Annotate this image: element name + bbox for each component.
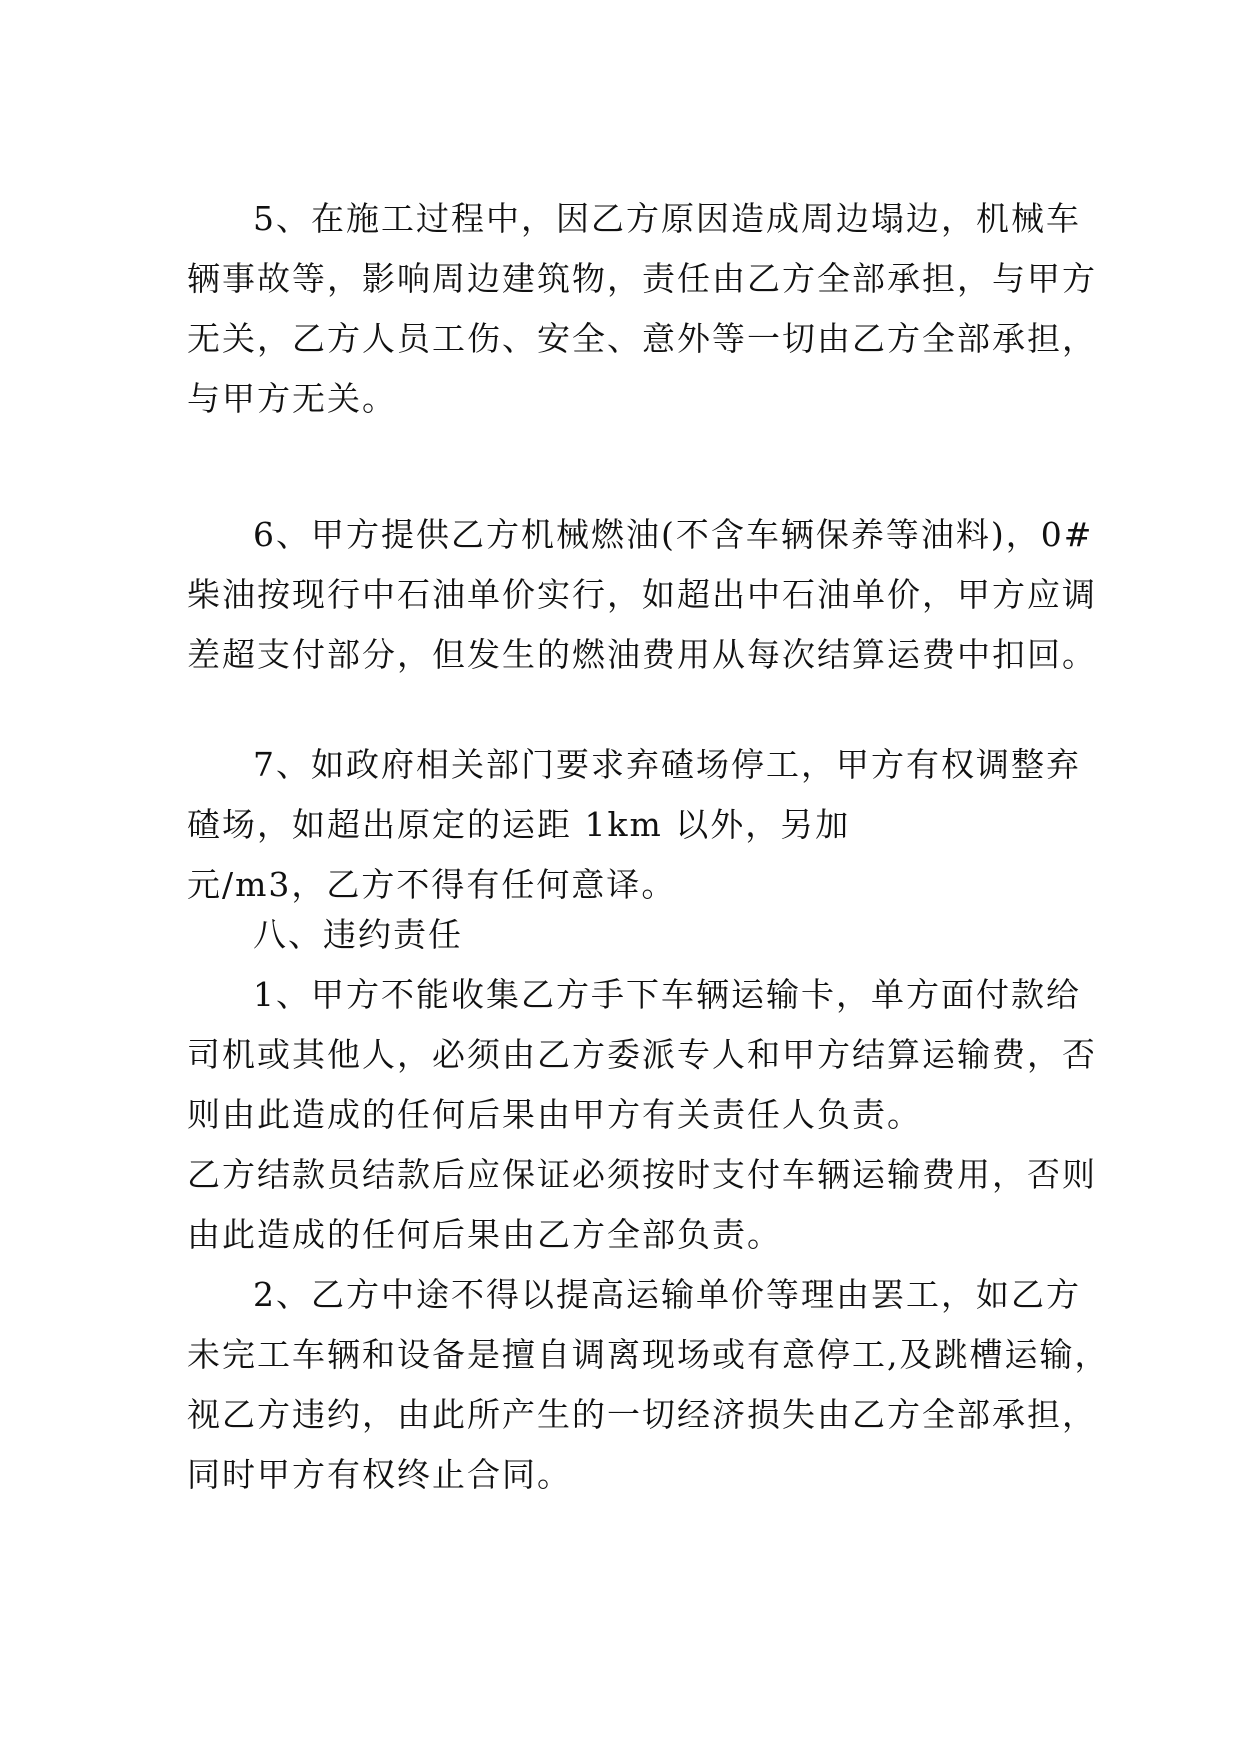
clause-5-line-1: 5、在施工过程中，因乙方原因造成周边塌边，机械车 xyxy=(253,199,1081,238)
clause-7-line-3: 元/m3，乙方不得有任何意译。 xyxy=(187,865,677,904)
section-8-clause-2-line-3: 视乙方违约，由此所产生的一切经济损失由乙方全部承担， xyxy=(187,1395,1097,1434)
section-8-clause-1-line-5: 由此造成的任何后果由乙方全部负责。 xyxy=(187,1215,782,1254)
clause-6 xyxy=(187,505,1097,685)
section-8-clause-2-line-4: 同时甲方有权终止合同。 xyxy=(187,1455,572,1494)
clause-6-line-3: 差超支付部分，但发生的燃油费用从每次结算运费中扣回。 xyxy=(187,635,1097,674)
section-8-clause-1-line-1: 1、甲方不能收集乙方手下车辆运输卡，单方面付款给 xyxy=(253,975,1081,1014)
section-8-clause-1-line-2: 司机或其他人，必须由乙方委派专人和甲方结算运输费，否 xyxy=(187,1035,1097,1074)
section-8-clause-2-line-1: 2、乙方中途不得以提高运输单价等理由罢工，如乙方 xyxy=(253,1275,1081,1314)
clause-7-line-1: 7、如政府相关部门要求弃碴场停工，甲方有权调整弃 xyxy=(253,745,1081,784)
section-8-clause-2 xyxy=(187,1265,1110,1505)
clause-5 xyxy=(187,189,1097,429)
section-8-heading xyxy=(187,905,1057,965)
clause-7 xyxy=(187,735,1081,915)
clause-5-line-3: 无关，乙方人员工伤、安全、意外等一切由乙方全部承担， xyxy=(187,319,1097,358)
clause-5-line-2: 辆事故等，影响周边建筑物，责任由乙方全部承担，与甲方 xyxy=(187,259,1097,298)
section-8-clause-1 xyxy=(187,965,1097,1265)
clause-7-line-2: 碴场，如超出原定的运距 1km 以外，另加 xyxy=(187,805,851,844)
section-8-clause-1-line-3: 则由此造成的任何后果由甲方有关责任人负责。 xyxy=(187,1095,922,1134)
clause-6-line-2: 柴油按现行中石油单价实行，如超出中石油单价，甲方应调 xyxy=(187,575,1097,614)
section-8-clause-1-line-4: 乙方结款员结款后应保证必须按时支付车辆运输费用，否则 xyxy=(187,1155,1097,1194)
clause-5-line-4: 与甲方无关。 xyxy=(187,379,397,418)
section-8-clause-2-line-2: 未完工车辆和设备是擅自调离现场或有意停工,及跳槽运输， xyxy=(187,1335,1110,1374)
clause-6-line-1: 6、甲方提供乙方机械燃油(不含车辆保养等油料)，0# xyxy=(253,515,1094,554)
section-8-title: 八、违约责任 xyxy=(253,915,463,954)
